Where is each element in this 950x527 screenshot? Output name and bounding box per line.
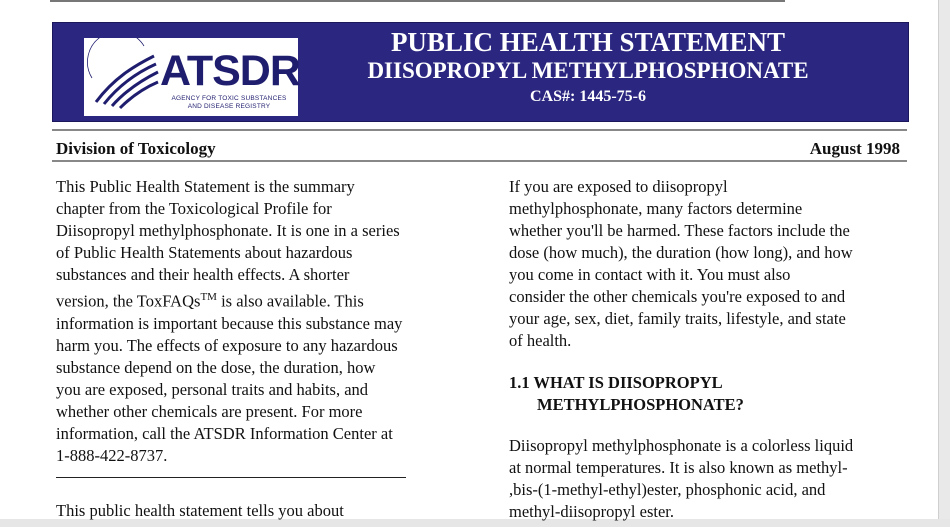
text-line: consider the other chemicals you're exposed to and <box>509 287 846 306</box>
text-line: methyl-diisopropyl ester. <box>509 502 674 521</box>
left-column-paragraph <box>56 176 466 467</box>
atsdr-logo <box>84 38 298 116</box>
section-divider <box>56 477 406 478</box>
text-line: If you are exposed to diisopropyl <box>509 177 728 196</box>
text-line: chapter from the Toxicological Profile for <box>56 199 332 218</box>
text-line: at normal temperatures. It is also known as methyl- <box>509 458 848 477</box>
page-top-rule <box>50 0 785 2</box>
header-banner <box>52 22 909 122</box>
text-line: methylphosphonate, many factors determine <box>509 199 803 218</box>
logo-wordmark: ATSDR <box>160 47 300 95</box>
logo-subtitle-1: AGENCY FOR TOXIC SUBSTANCES <box>171 95 287 102</box>
section-heading-line-2: METHYLPHOSPHONATE? <box>537 395 744 414</box>
text-line: ,bis-(1-methyl-ethyl)ester, phosphonic acid, and <box>509 480 826 499</box>
divider-rule <box>52 160 907 162</box>
text-line: your age, sex, diet, family traits, lifestyle, and state <box>509 309 846 328</box>
publication-date: August 1998 <box>809 139 900 158</box>
text-line: of health. <box>509 331 572 350</box>
right-column-paragraph-2 <box>509 435 909 523</box>
division-label: Division of Toxicology <box>56 139 216 158</box>
text-line: information is important because this substance may <box>56 313 403 333</box>
text-line: whether other chemicals are present. For more <box>56 401 363 421</box>
toxfaqs-text: version, the ToxFAQs <box>56 291 201 311</box>
text-line: of Public Health Statements about hazardous <box>56 243 353 262</box>
statement-title: PUBLIC HEALTH STATEMENT <box>390 27 786 57</box>
text-line: harm you. The effects of exposure to any hazardous <box>56 335 398 355</box>
text-line: information, call the ATSDR Information Center at <box>56 423 393 443</box>
text-line: you are exposed, personal traits and habits, and <box>56 379 369 399</box>
text-fragment: is also available. This <box>216 291 364 311</box>
logo-subtitle-2: AND DISEASE REGISTRY <box>187 103 271 110</box>
section-heading-line-1: 1.1 WHAT IS DIISOPROPYL <box>509 373 723 392</box>
text-line: whether you'll be harmed. These factors include the <box>509 221 850 240</box>
text-line: substance depend on the dose, the duration, how <box>56 357 376 377</box>
phone-number-line: 1-888-422-8737. <box>56 445 168 465</box>
trademark-mark: TM <box>200 291 217 303</box>
text-line: substances and their health effects. A shorter <box>56 265 350 284</box>
text-line: This public health statement tells you about <box>56 501 344 520</box>
text-line: dose (how much), the duration (how long), and how <box>509 243 853 262</box>
divider-rule <box>52 129 907 131</box>
left-column-paragraph-2 <box>56 500 466 522</box>
section-heading <box>509 372 744 416</box>
text-line <box>56 286 466 313</box>
viewer-scroll-edge[interactable] <box>938 0 950 527</box>
right-column-paragraph <box>509 176 909 352</box>
text-line: you come in contact with it. You must also <box>509 265 791 284</box>
text-line: Diisopropyl methylphosphonate is a colorless liquid <box>509 436 854 455</box>
text-line: This Public Health Statement is the summary <box>56 177 355 196</box>
cas-number: CAS#: 1445-75-6 <box>530 88 646 105</box>
text-line: Diisopropyl methylphosphonate. It is one in a series <box>56 221 400 240</box>
chemical-name: DIISOPROPYL METHYLPHOSPHONATE <box>367 58 809 83</box>
